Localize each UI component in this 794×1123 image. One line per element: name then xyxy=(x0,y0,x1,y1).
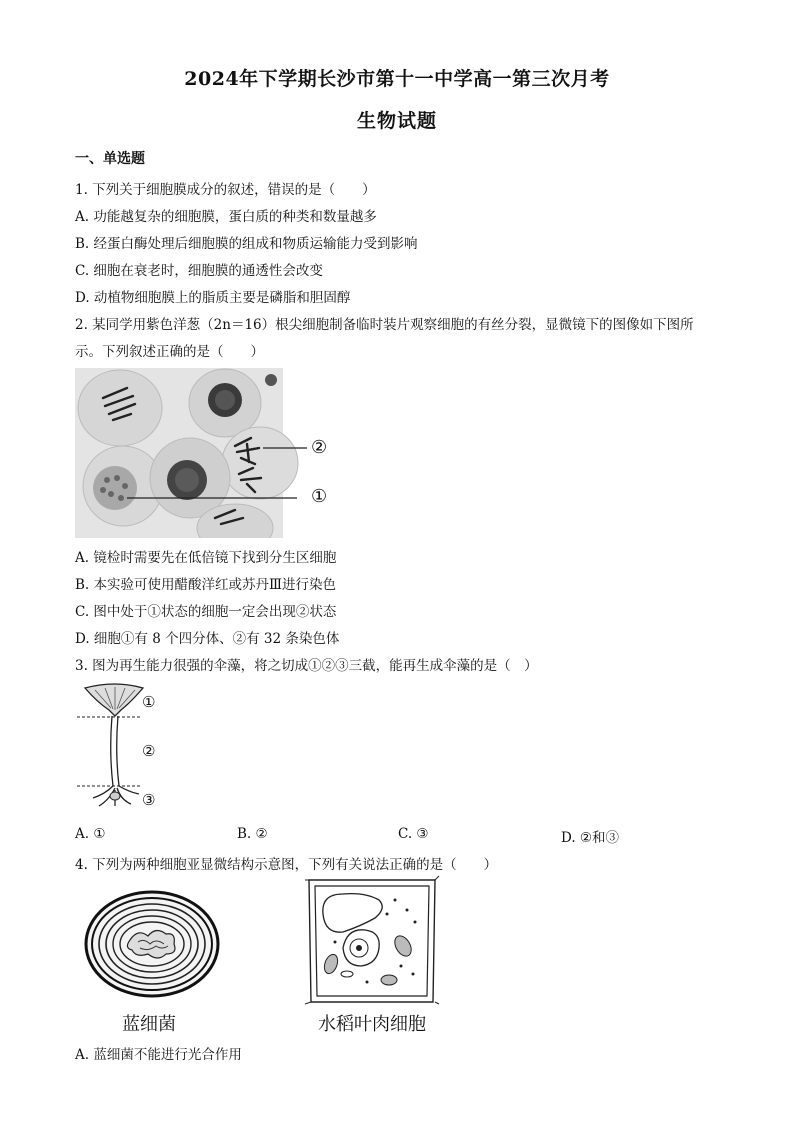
q3-option-c: C. ③ xyxy=(398,826,429,842)
mitosis-micrograph xyxy=(75,368,335,538)
micrograph-label-2: ② xyxy=(311,437,328,458)
rice-mesophyll-cell-diagram xyxy=(303,870,441,1006)
q3-options xyxy=(75,826,725,846)
q2-stem-line2: 示。下列叙述正确的是（ ） xyxy=(75,344,264,360)
q2-option-a: A. 镜检时需要先在低倍镜下找到分生区细胞 xyxy=(75,550,337,566)
exam-subject: 生物试题 xyxy=(356,110,437,132)
q3-option-d: D. ②和③ xyxy=(561,830,620,846)
alga-label-1: ① xyxy=(142,693,156,711)
alga-label-3: ③ xyxy=(142,791,156,809)
q2-option-d: D. 细胞①有 8 个四分体、②有 32 条染色体 xyxy=(75,631,340,647)
q2-option-c: C. 图中处于①状态的细胞一定会出现②状态 xyxy=(75,604,337,620)
alga-label-2: ② xyxy=(142,742,156,760)
q4-option-a: A. 蓝细菌不能进行光合作用 xyxy=(75,1047,242,1063)
q1-option-c: C. 细胞在衰老时，细胞膜的通透性会改变 xyxy=(75,263,323,279)
micrograph-label-1: ① xyxy=(311,486,328,507)
q2-option-b: B. 本实验可使用醋酸洋红或苏丹Ⅲ进行染色 xyxy=(75,577,337,593)
q1-stem: 1. 下列关于细胞膜成分的叙述，错误的是（ ） xyxy=(75,182,376,198)
q1-option-a: A. 功能越复杂的细胞膜，蛋白质的种类和数量越多 xyxy=(75,209,377,225)
q1-option-d: D. 动植物细胞膜上的脂质主要是磷脂和胆固醇 xyxy=(75,290,351,306)
q2-stem-line1: 2. 某同学用紫色洋葱（2n＝16）根尖细胞制备临时装片观察细胞的有丝分裂，显微镜下的图像如下图所 xyxy=(75,317,694,333)
cyanobacteria-diagram xyxy=(82,888,222,1000)
q3-stem: 3. 图为再生能力很强的伞藻，将之切成①②③三截，能再生成伞藻的是（ ） xyxy=(75,658,538,674)
q4-stem: 4. 下列为两种细胞亚显微结构示意图，下列有关说法正确的是（ ） xyxy=(75,857,498,873)
rice-cell-label: 水稻叶肉细胞 xyxy=(318,1014,426,1035)
exam-title: 2024年下学期长沙市第十一中学高一第三次月考 xyxy=(184,68,610,90)
q3-option-a: A. ① xyxy=(75,826,106,842)
q1-option-b: B. 经蛋白酶处理后细胞膜的组成和物质运输能力受到影响 xyxy=(75,236,418,252)
q3-option-b: B. ② xyxy=(237,826,268,842)
cyanobacteria-label: 蓝细菌 xyxy=(122,1014,176,1035)
section-heading: 一、单选题 xyxy=(75,151,145,167)
